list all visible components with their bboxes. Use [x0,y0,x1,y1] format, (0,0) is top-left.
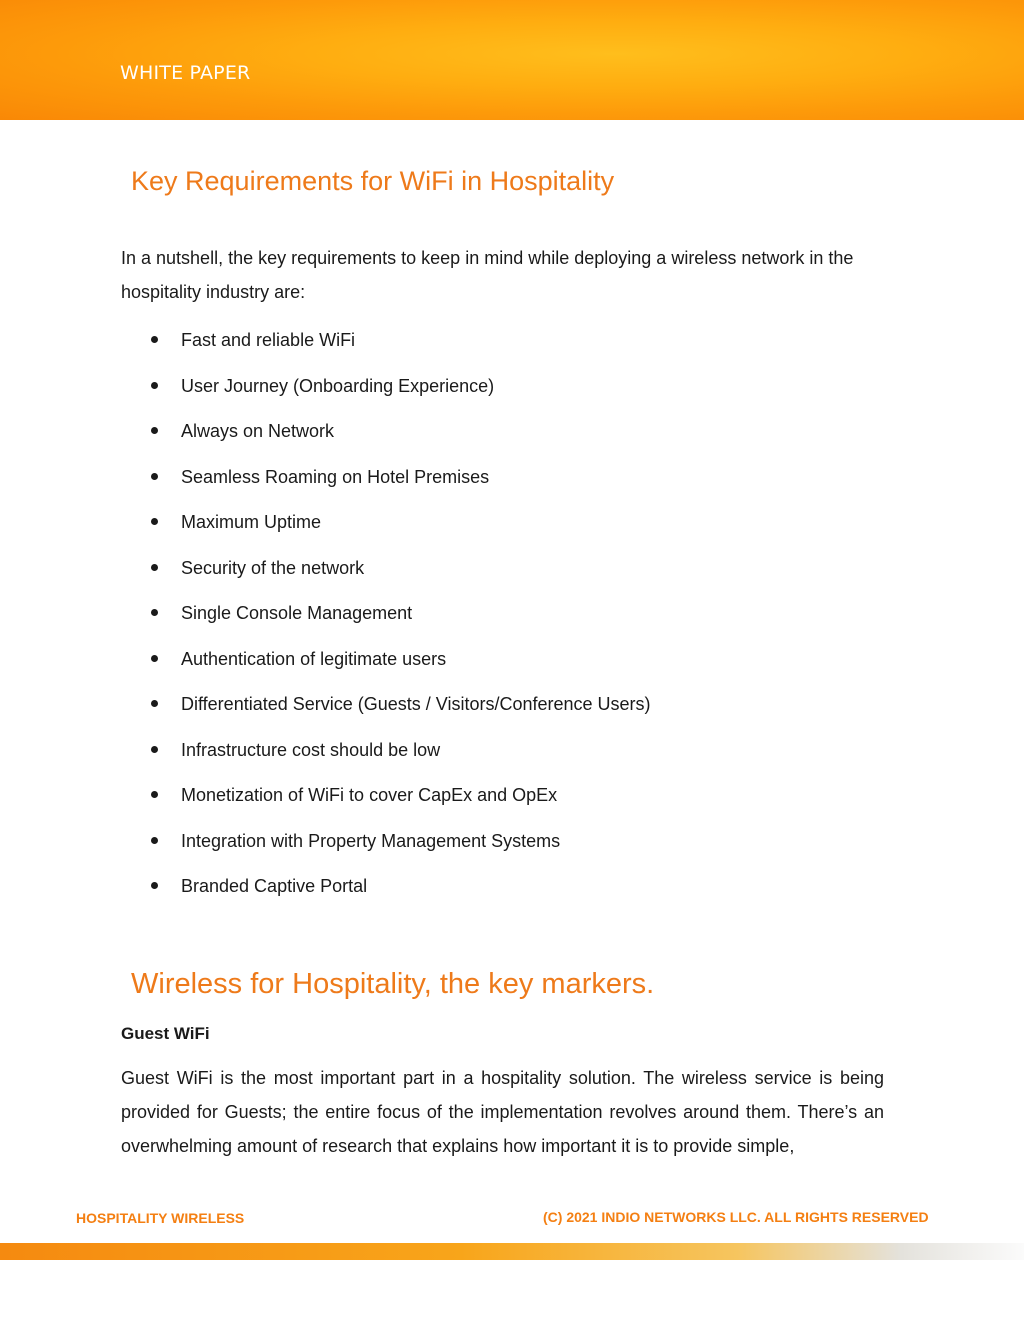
list-item-text: Monetization of WiFi to cover CapEx and OpEx [181,785,558,805]
guest-wifi-paragraph: Guest WiFi is the most important part in a hospitality solution. The wireless service is being provided for Guests; the entire focus of the implementation revolves around them. There’s an overwhelming amount of research that explains how important it is to provide simple, [121,1068,884,1156]
bullet-icon [151,655,158,662]
header-banner [0,0,1024,120]
bullet-icon [151,746,158,753]
list-item-text: Seamless Roaming on Hotel Premises [181,466,490,487]
list-item [121,507,651,553]
list-item-text: Authentication of legitimate users [181,648,447,669]
list-item-text: Maximum Uptime [181,512,322,532]
list-item [121,325,651,371]
bullet-icon [151,564,158,571]
requirements-list [121,325,651,917]
list-item [121,598,651,644]
list-item [121,553,651,599]
list-item [121,826,651,872]
list-item-text: Fast and reliable WiFi [181,330,356,350]
list-item [121,871,651,917]
list-item [121,644,651,690]
list-item [121,462,651,508]
footer-title: HOSPITALITY WIRELESS [76,1210,245,1226]
bullet-icon [151,336,158,343]
bullet-icon [151,382,158,389]
list-item-text: Always on Network [181,421,335,441]
section-title-key-requirements: Key Requirements for WiFi in Hospitality [131,166,615,196]
list-item [121,780,651,826]
bullet-icon [151,427,158,434]
list-item [121,371,651,417]
bullet-icon [151,518,158,525]
footer-copyright: (C) 2021 INDIO NETWORKS LLC. ALL RIGHTS RESERVED [543,1209,929,1225]
bullet-icon [151,791,158,798]
list-item-text: Security of the network [181,557,365,578]
list-item [121,416,651,462]
list-item [121,735,651,781]
list-item-text: Differentiated Service (Guests / Visitors/Conference Users) [181,694,651,714]
list-item-text: Branded Captive Portal [181,876,368,896]
bullet-icon [151,837,158,844]
bullet-icon [151,473,158,480]
list-item-text: Infrastructure cost should be low [181,739,441,760]
doc-type-label: WHITE PAPER [120,62,251,84]
bullet-icon [151,882,158,889]
list-item [121,689,651,735]
subheading-guest-wifi: Guest WiFi [121,1024,210,1043]
section-title-key-markers: Wireless for Hospitality, the key markers. [131,968,655,1000]
list-item-text: Integration with Property Management Systems [181,830,561,851]
list-item-text: User Journey (Onboarding Experience) [181,375,495,396]
bullet-icon [151,609,158,616]
intro-paragraph: In a nutshell, the key requirements to keep in mind while deploying a wireless network in the hospitality industry are: [121,248,854,302]
list-item-text: Single Console Management [181,603,413,623]
footer-gradient-bar [0,1243,1024,1260]
bullet-icon [151,700,158,707]
